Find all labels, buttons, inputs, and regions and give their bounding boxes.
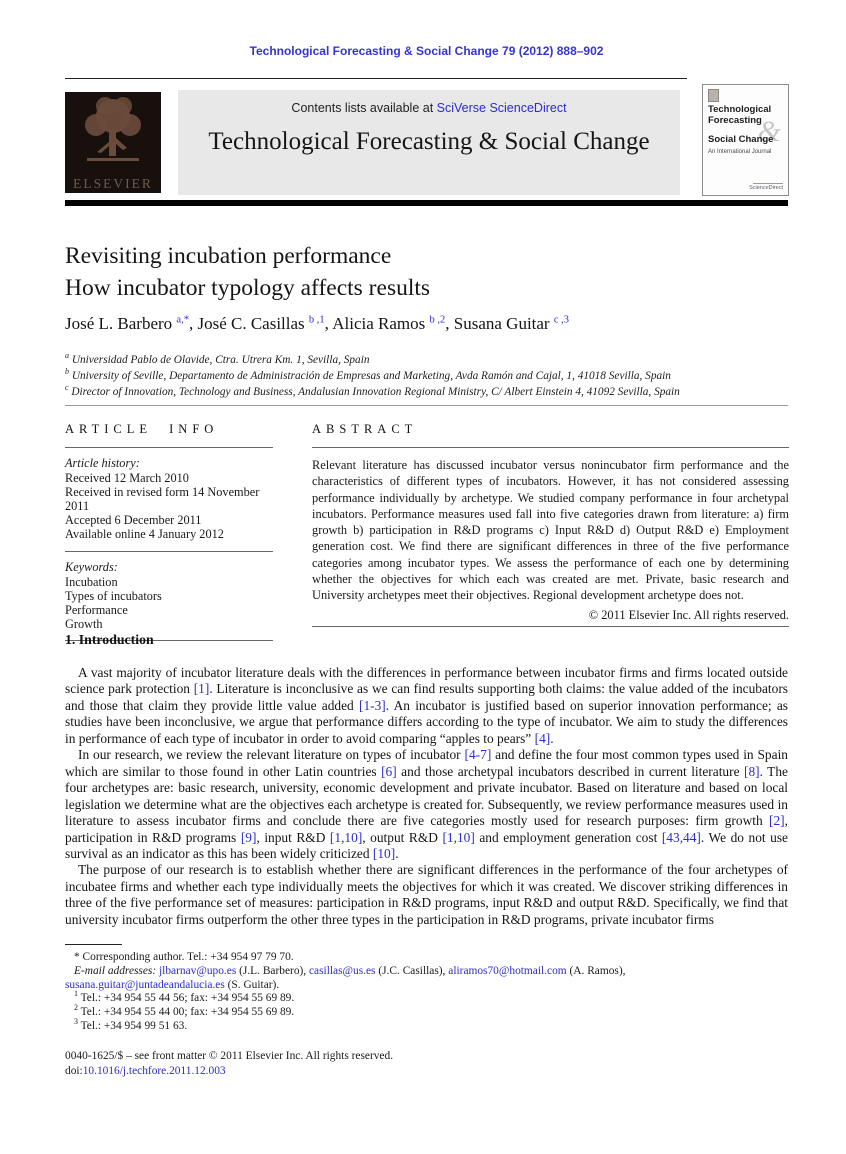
keywords-section (65, 552, 273, 641)
affiliation (65, 352, 788, 368)
superscript: a (65, 351, 69, 361)
history-item: Accepted 6 December 2011 (65, 513, 202, 527)
superscript: b ,2 (429, 314, 446, 326)
paragraph (65, 747, 788, 862)
keyword-item: Performance (65, 603, 128, 617)
citation-link[interactable]: [4-7] (464, 747, 492, 763)
doi-line (65, 1064, 788, 1079)
citation-link[interactable]: [43,44] (661, 829, 701, 845)
text-run: José L. Barbero (65, 314, 177, 333)
email-link[interactable]: casillas@us.es (309, 964, 376, 977)
superscript: b (65, 367, 69, 377)
text-run: (J.L. Barbero), (236, 964, 309, 977)
introduction-section (65, 632, 788, 928)
abstract-heading: ABSTRACT (312, 422, 789, 448)
citation-link[interactable]: [1] (193, 681, 210, 697)
copyright-line: © 2011 Elsevier Inc. All rights reserved. (588, 607, 789, 622)
elsevier-wordmark: ELSEVIER (73, 176, 153, 191)
text-run: , Alicia Ramos (324, 314, 430, 333)
cover-ampersand: & (757, 115, 781, 148)
text-run: . (395, 845, 399, 861)
title-line-1: Revisiting incubation performance (65, 243, 392, 269)
issn-copyright-line: 0040-1625/$ – see front matter © 2011 Elsevier Inc. All rights reserved. (65, 1050, 394, 1062)
affiliations (65, 352, 788, 400)
citation-link[interactable]: [1,10] (442, 829, 475, 845)
text-run: and those archetypal incubators described in current literature (396, 763, 744, 779)
affiliation (65, 384, 788, 400)
doi-link[interactable]: 10.1016/j.techfore.2011.12.003 (82, 1065, 226, 1077)
text-run: (J.C. Casillas), (375, 964, 449, 977)
text-run: Director of Innovation, Technology and Business, Andalusian Innovation Regional Ministry, C/ Albert Einstein 4, 41092 Sevilla, Spain (68, 386, 680, 398)
sciencedirect-mark (749, 183, 783, 191)
paragraph (65, 665, 788, 747)
journal-citation-header: Technological Forecasting & Social Change 79 (2012) 888–902 (249, 44, 604, 58)
keyword-item: Incubation (65, 575, 118, 589)
text-run: . Literature is inconclusive as we can find results supporting both claims: the value added of the incubators and those that claim they provide little value added (65, 681, 788, 713)
article-info-heading: ARTICLE INFO (65, 422, 273, 448)
footnote (65, 1017, 788, 1034)
text-run: Tel.: +34 954 99 51 63. (78, 1019, 188, 1032)
text-run: , input R&D (256, 829, 330, 845)
text-run: . (550, 730, 554, 746)
article-history-section (65, 448, 273, 552)
abstract-column (312, 422, 789, 627)
author-line (65, 314, 788, 334)
contents-available-line (178, 90, 680, 115)
citation-link[interactable]: [2] (769, 813, 785, 829)
paragraph (65, 862, 788, 928)
footnote (65, 1003, 788, 1020)
text-run: Tel.: +34 954 55 44 56; fax: +34 954 55 69 89. (78, 992, 295, 1005)
keyword-item: Growth (65, 617, 103, 631)
elsevier-tree-icon (65, 92, 161, 176)
history-item: Received in revised form 14 November 2011 (65, 485, 260, 513)
text-run: . We do not use survival as an indicator as this has been widely criticized (65, 829, 788, 861)
text-run: The purpose of our research is to establish whether there are significant differences in the performance of the four archetypes of incubatee firms and whether each type individually meets the objectives for which it was created. We discover striking differences in three of the five performance set of measures: participation in R&D programs, input R&D and output R&D. Specifically, we find that university incubator firms outperform the other three types in the participation in R&D programs, private incubator firms (65, 862, 788, 927)
superscript: 3 (74, 1017, 78, 1027)
keyword-item: Types of incubators (65, 589, 162, 603)
text-run: University of Seville, Departamento de Administración de Empresas and Marketing, Avda Ramón and Cajal, 1, 41018 Sevilla, Spain (69, 370, 671, 382)
elsevier-logo (65, 92, 161, 193)
history-item: Available online 4 January 2012 (65, 527, 224, 541)
cover-title-line1: Technological (708, 104, 772, 115)
text-run: (S. Guitar). (224, 978, 280, 991)
citation-link[interactable]: [1-3] (358, 697, 386, 713)
citation-link[interactable]: [6] (381, 763, 397, 779)
cover-subtitle: An International Journal (708, 148, 772, 155)
text-run: . The four archetypes are: basic research, university, economic development and private incubator. Based on literature and based on local legislation we determine what are the objectives each archetype is created for. Subsequently, we review performance measures used in literature to assess incubator firms and conclude there are five categories mostly used for research purposes: firm growth (65, 763, 788, 829)
footnote (65, 989, 788, 1006)
text-run: doi: (65, 1065, 83, 1077)
article-info-column (65, 422, 273, 641)
affiliation (65, 368, 788, 384)
corresponding-author-note: * Corresponding author. Tel.: +34 954 97 79 70. (74, 951, 294, 963)
journal-banner (178, 90, 680, 195)
email-link[interactable]: aliramos70@hotmail.com (448, 964, 567, 977)
article-history-list (65, 471, 273, 541)
text-run: Universidad Pablo de Olavide, Ctra. Utrera Km. 1, Sevilla, Spain (69, 354, 370, 366)
text-run: , participation in R&D programs (65, 813, 788, 845)
numbered-footnotes (65, 989, 788, 1033)
text-run: (A. Ramos), (566, 964, 626, 977)
text-run: and employment generation cost (474, 829, 662, 845)
email-link[interactable]: susana.guitar@juntadeandalucia.es (65, 978, 225, 991)
article-history-label: Article history: (65, 456, 140, 470)
abstract-text: Relevant literature has discussed incubator versus nonincubator firm performance and the characteristics of different types of incubators. However, it has not considered assessing performance individually by archetype. We studied company performance in four archetypal incubators. Performance measures used fall into five categories drawn from literature: a) firm growth b) participation in R&D programs c) Input R&D d) Output R&D e) Employment generation cost. We find there are significant differences in three of the five performance categories among incubator types. We assess the performance of each one by determining whether the objectives for which each was created are met. Private, basic research and University archetypes meet their objectives. Regional development archetype does not. (312, 458, 789, 603)
text-run: , output R&D (362, 829, 443, 845)
text-run: and define the four most common types used in Spain which are similar to those found in other Latin countries (65, 747, 788, 779)
italic-label: E-mail addresses: (74, 964, 157, 977)
introduction-paragraphs (65, 665, 788, 928)
text-run: , José C. Casillas (188, 314, 309, 333)
header-thick-bar (65, 200, 788, 206)
header-top-rule (65, 78, 687, 79)
cover-divider (753, 183, 783, 184)
cover-emblem-icon (708, 89, 719, 102)
keywords-list (65, 575, 273, 631)
section-heading-introduction: 1. Introduction (65, 632, 154, 647)
text-run: A vast majority of incubator literature deals with the differences in performance between incubator firms and firms located outside science park protection (65, 665, 788, 697)
superscript: b ,1 (308, 314, 325, 326)
text-run: Tel.: +34 954 55 44 00; fax: +34 954 55 69 89. (78, 1006, 295, 1019)
history-item: Received 12 March 2010 (65, 471, 189, 485)
cover-footer-text: ScienceDirect (749, 185, 783, 191)
citation-link[interactable]: [9] (240, 829, 257, 845)
superscript: 2 (74, 1003, 78, 1013)
citation-link[interactable]: [4] (534, 730, 551, 746)
citation-link[interactable]: [10] (372, 845, 396, 861)
abstract-body (312, 448, 789, 627)
footnotes-block (65, 951, 788, 1034)
text-run: In our research, we review the relevant literature on types of incubator (78, 747, 465, 763)
superscript: a,* (176, 314, 189, 326)
sciverse-sciencedirect-link[interactable]: SciVerse ScienceDirect (436, 101, 567, 115)
cover-title-line2: Forecasting (708, 114, 762, 126)
title-line-2: How incubator typology affects results (65, 274, 431, 301)
superscript: c (65, 383, 69, 393)
affiliation-divider (65, 405, 788, 406)
text-run: . An incubator is justified based on superior innovation performance; as studies have been inconclusive, we argue that performance differs according to the type of incubator. We aim to study the differences in performance of each type of incubator in order to avoid comparing “apples to pears” (65, 697, 788, 746)
keywords-label: Keywords: (65, 560, 118, 574)
text-run: Contents lists available at (291, 101, 437, 115)
journal-title: Technological Forecasting & Social Change (208, 128, 650, 155)
email-addresses-note (65, 965, 788, 993)
email-link[interactable]: jlbarnav@upo.es (159, 964, 237, 977)
footnote-divider (65, 944, 122, 945)
superscript: c ,3 (553, 314, 570, 326)
journal-cover-thumbnail (702, 84, 789, 196)
citation-link[interactable]: [1,10] (329, 829, 363, 845)
superscript: 1 (74, 989, 78, 999)
publication-info (65, 1049, 788, 1079)
text-run: , Susana Guitar (445, 314, 554, 333)
cover-title-line3: Social Change (708, 134, 774, 145)
page-title (65, 241, 775, 304)
citation-link[interactable]: [8] (743, 763, 760, 779)
